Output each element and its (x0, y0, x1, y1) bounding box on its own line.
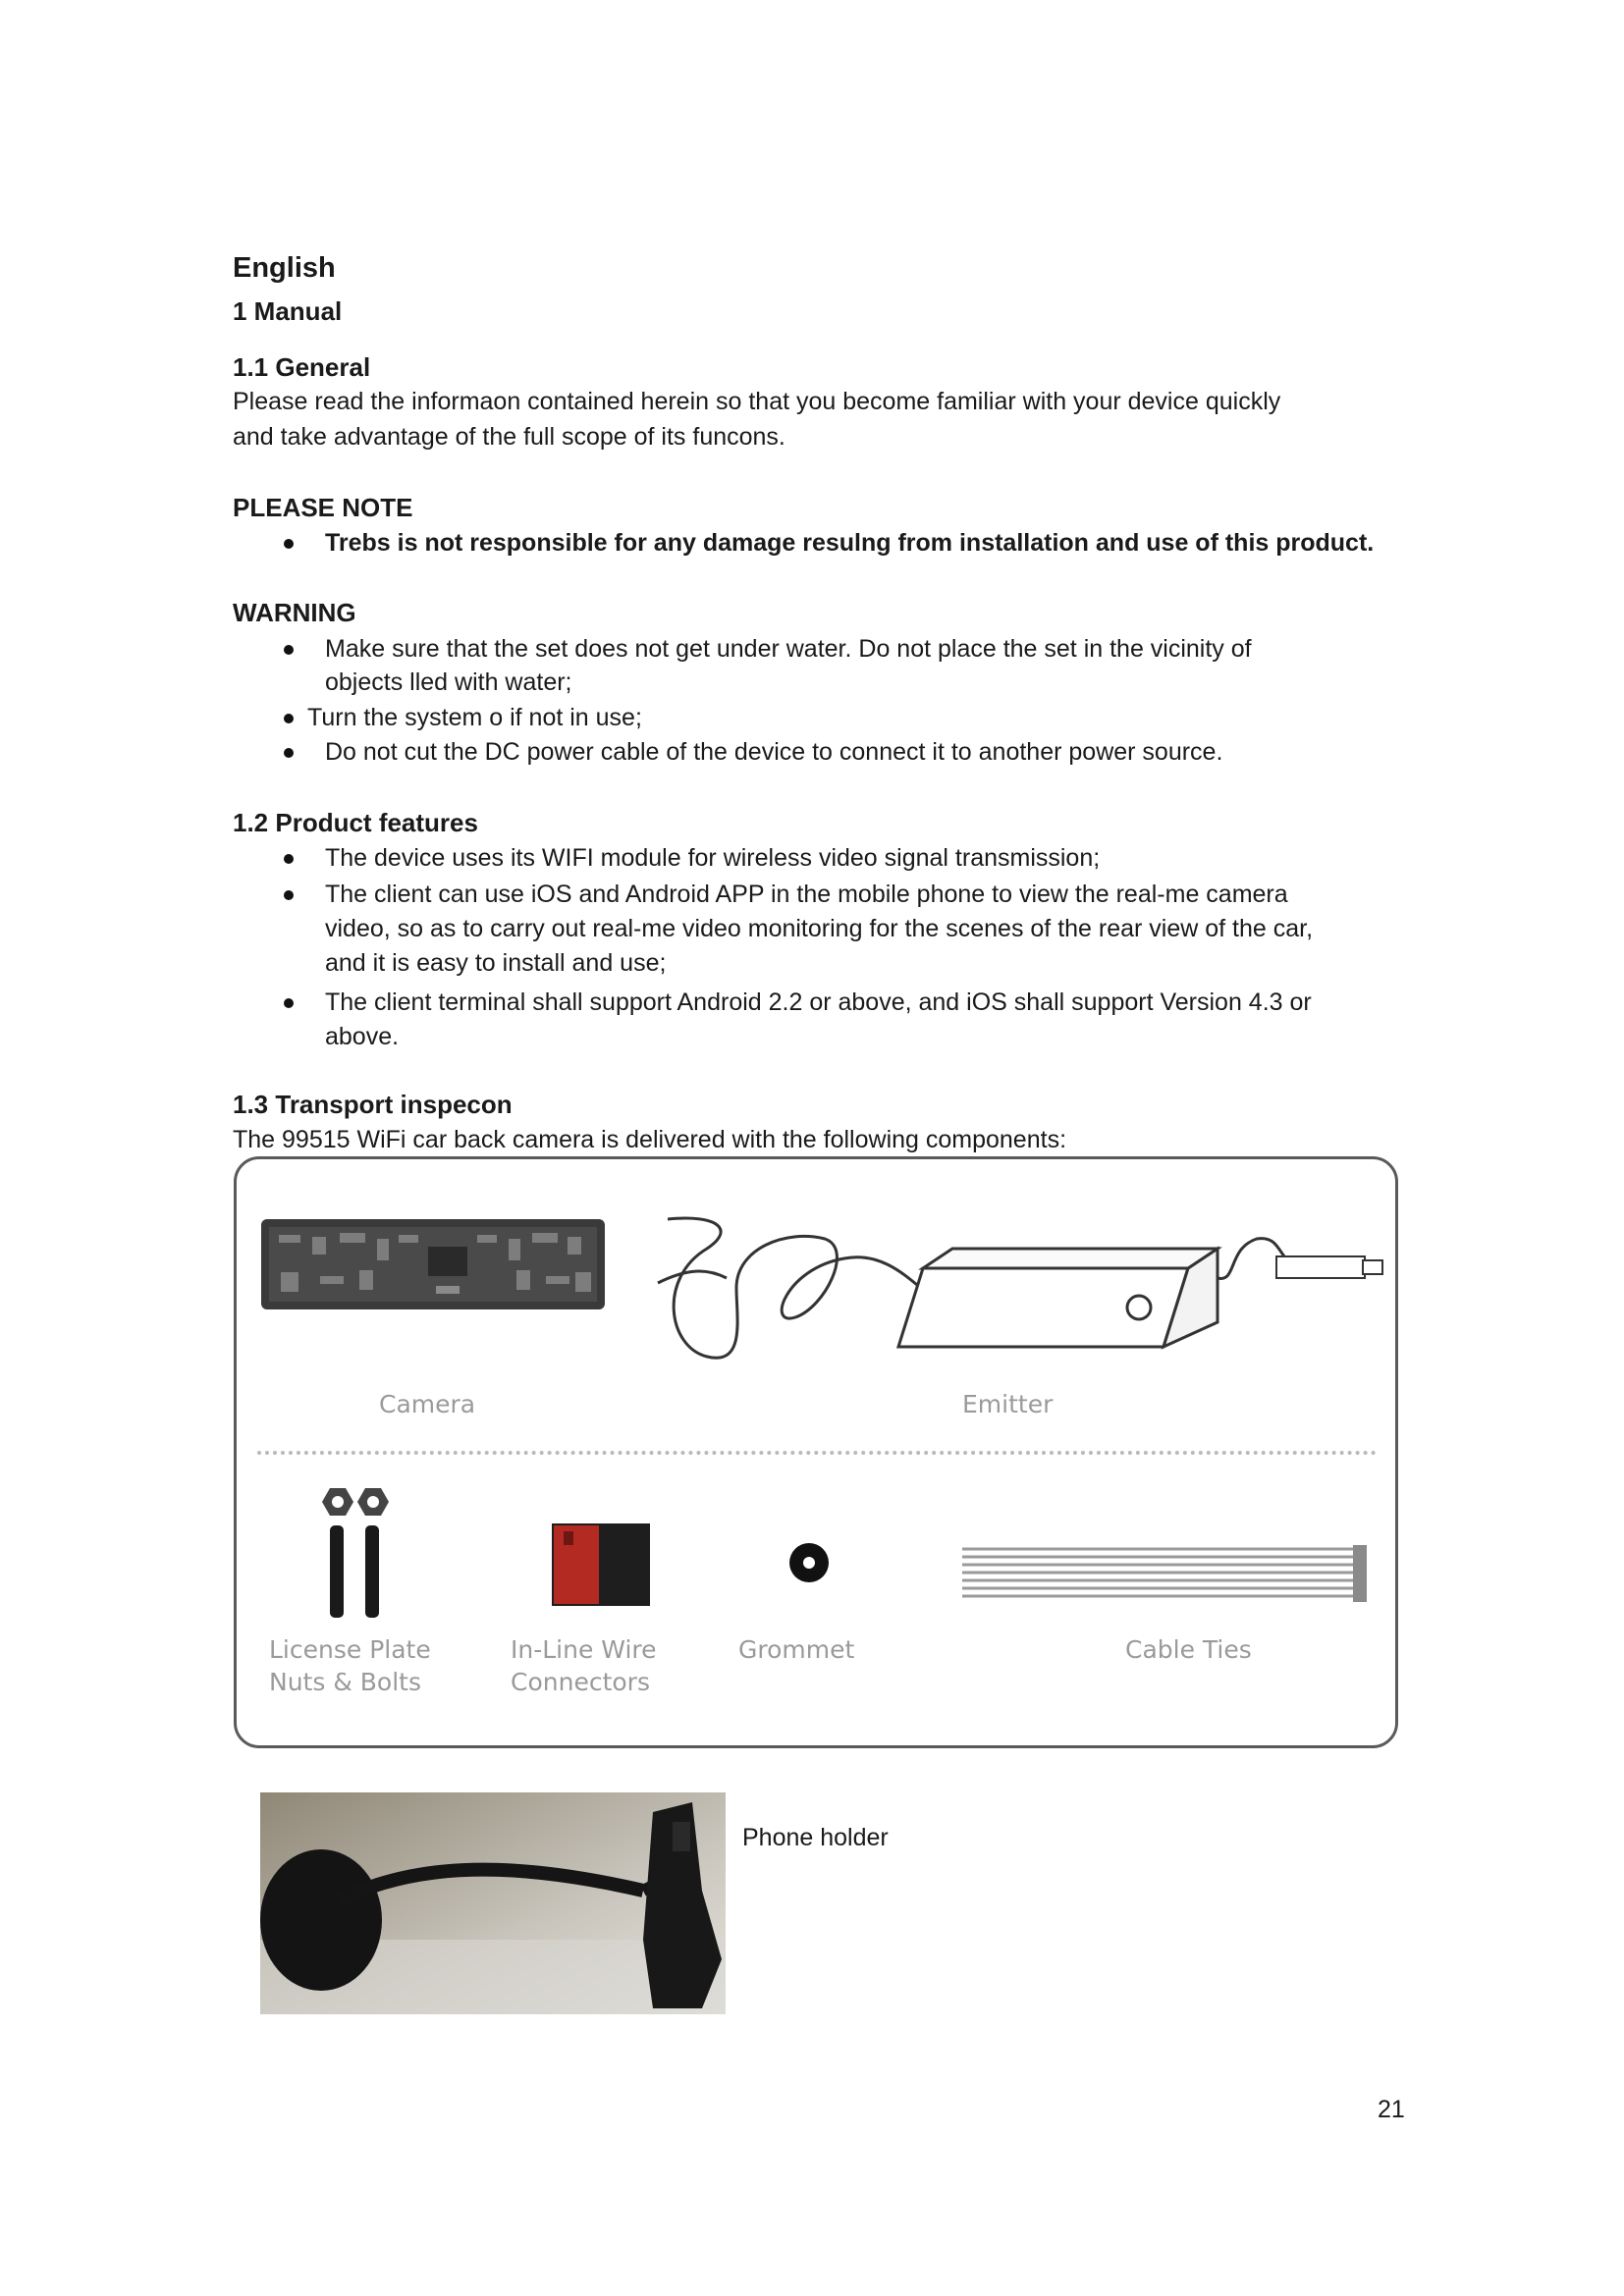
warning-item-cont: objects lled with water; (325, 668, 572, 696)
manual-heading: 1 Manual (233, 296, 343, 326)
bullet-icon (284, 714, 294, 723)
nuts-bolts-label: License Plate (269, 1635, 431, 1664)
please-note-item: Trebs is not responsible for any damage resulng from installation and use of this product. (325, 529, 1375, 557)
warning-item: Turn the system o if not in use; (307, 704, 642, 731)
bullet-icon (284, 539, 294, 549)
bullet-icon (284, 998, 294, 1008)
camera-label: Camera (379, 1390, 476, 1418)
general-text-line: Please read the informaon contained herein so that you become familiar with your device quickly (233, 388, 1281, 415)
general-heading: 1.1 General (233, 352, 371, 382)
section-language-heading: English (233, 252, 336, 284)
general-text-line: and take advantage of the full scope of its funcons. (233, 423, 785, 451)
please-note-heading: PLEASE NOTE (233, 493, 413, 522)
bullet-icon (284, 854, 294, 864)
camera-illustration (261, 1217, 605, 1313)
grommet-illustration (787, 1541, 831, 1584)
feature-item: The client can use iOS and Android APP in the mobile phone to view the real-me camera (325, 881, 1288, 908)
transport-intro: The 99515 WiFi car back camera is delivered with the following components: (233, 1126, 1067, 1153)
phone-holder-label: Phone holder (742, 1824, 889, 1851)
panel-divider (257, 1451, 1377, 1455)
nuts-bolts-label: Nuts & Bolts (269, 1668, 421, 1696)
bullet-icon (284, 890, 294, 900)
feature-item: The device uses its WIFI module for wireless video signal transmission; (325, 844, 1101, 872)
feature-item-cont: video, so as to carry out real-me video monitoring for the scenes of the rear view of the car, (325, 915, 1314, 942)
feature-item-cont: above. (325, 1023, 400, 1050)
emitter-label: Emitter (962, 1390, 1054, 1418)
warning-item: Make sure that the set does not get under water. Do not place the set in the vicinity of (325, 635, 1252, 663)
cable-ties-label: Cable Ties (1125, 1635, 1252, 1664)
cable-ties-illustration (958, 1543, 1371, 1606)
connectors-label: Connectors (511, 1668, 650, 1696)
phone-holder-photo (260, 1792, 726, 2014)
grommet-label: Grommet (738, 1635, 855, 1664)
transport-heading: 1.3 Transport inspecon (233, 1090, 513, 1119)
bullet-icon (284, 645, 294, 655)
warning-heading: WARNING (233, 598, 356, 627)
nuts-bolts-illustration (316, 1482, 395, 1620)
feature-item: The client terminal shall support Android 2.2 or above, and iOS shall support Version 4.3 or (325, 988, 1312, 1016)
feature-item-cont: and it is easy to install and use; (325, 949, 667, 977)
connectors-label: In-Line Wire (511, 1635, 657, 1664)
page-number: 21 (1378, 2096, 1405, 2123)
warning-item: Do not cut the DC power cable of the device to connect it to another power source. (325, 738, 1223, 766)
features-heading: 1.2 Product features (233, 808, 478, 837)
bullet-icon (284, 748, 294, 758)
connectors-illustration (550, 1522, 652, 1608)
emitter-illustration (628, 1209, 1394, 1376)
